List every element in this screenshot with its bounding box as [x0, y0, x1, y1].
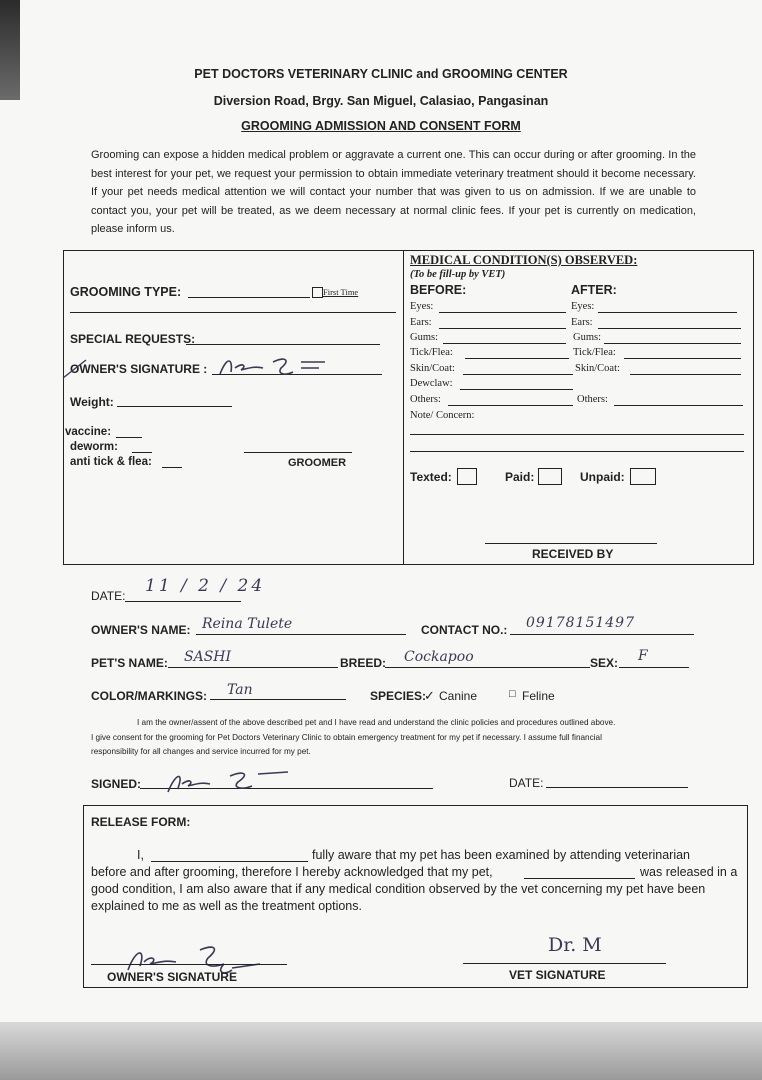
after-tick: Tick/Flea:: [573, 347, 616, 358]
canine-checkbox[interactable]: ✓: [424, 688, 435, 703]
date-value: 11 / 2 / 24: [145, 576, 266, 596]
release-text-2c: explained to me as well as the treatment options.: [91, 899, 362, 913]
owner-name-value: Reina Tulete: [202, 616, 293, 632]
feline-checkbox[interactable]: □: [509, 688, 516, 700]
after-eyes: Eyes:: [571, 301, 595, 312]
grooming-type-field[interactable]: [188, 297, 310, 298]
after-ears-field[interactable]: [598, 328, 741, 329]
before-eyes-field[interactable]: [439, 312, 566, 313]
consent-date-field[interactable]: [546, 787, 688, 788]
note-line-2[interactable]: [410, 451, 744, 452]
color-label: COLOR/MARKINGS:: [91, 689, 207, 703]
owner-name-field[interactable]: [196, 634, 406, 635]
anti-tick-label: anti tick & flea:: [70, 456, 152, 468]
owner-signature-label: OWNER'S SIGNATURE :: [70, 362, 208, 376]
tick-mark: [60, 356, 90, 382]
medical-title: MEDICAL CONDITION(S) OBSERVED:: [410, 253, 638, 267]
received-by-field[interactable]: [485, 543, 657, 544]
page-fold-shadow: [0, 1022, 762, 1080]
vet-signature-value: Dr. M: [548, 934, 602, 956]
sex-value: F: [638, 648, 648, 664]
before-tick-field[interactable]: [465, 358, 569, 359]
color-field[interactable]: [210, 699, 346, 700]
after-skin: Skin/Coat:: [575, 363, 620, 374]
consent-line-3: responsibility for all changes and service incurred for my pet.: [91, 747, 311, 756]
breed-value: Cockapoo: [404, 649, 474, 665]
before-label: BEFORE:: [410, 283, 467, 297]
release-pet-field[interactable]: [524, 878, 635, 879]
weight-field[interactable]: [117, 406, 232, 407]
clinic-name: PET DOCTORS VETERINARY CLINIC and GROOMING CENTER: [194, 67, 568, 81]
after-others-field[interactable]: [614, 405, 743, 406]
release-owner-signature-field[interactable]: [91, 964, 287, 965]
breed-label: BREED:: [340, 656, 387, 670]
before-ears-field[interactable]: [439, 328, 566, 329]
after-gums: Gums:: [573, 332, 602, 343]
signed-label: SIGNED:: [91, 777, 142, 791]
release-i: I,: [137, 848, 144, 862]
intro-paragraph: Grooming can expose a hidden medical problem or aggravate a current one. This can occur during or after grooming. In the best interest for your pet, we request your permission to obtain immediate veterinary treatment should it become necessary. If your pet needs medical attention we will contact your number that was given to us on admission. If we are unable to contact you, your pet will be treated, as we deem necessary at normal clinic fees. If your pet is currently on medication, please inform us.: [91, 149, 696, 235]
release-text-2a: was released in a: [640, 865, 738, 879]
release-name-field[interactable]: [151, 861, 308, 862]
pet-name-field[interactable]: [168, 667, 338, 668]
first-time-checkbox[interactable]: [312, 287, 323, 298]
groomer-label: GROOMER: [288, 457, 347, 469]
consent-signature-scribble: [160, 766, 295, 798]
unpaid-label: Unpaid:: [580, 470, 625, 484]
pet-name-label: PET'S NAME:: [91, 656, 168, 670]
before-others-field[interactable]: [448, 405, 573, 406]
after-label: AFTER:: [571, 283, 617, 297]
canine-label: Canine: [439, 689, 478, 703]
pet-name-value: SASHI: [184, 649, 232, 665]
before-skin-field[interactable]: [463, 374, 573, 375]
before-eyes: Eyes:: [410, 301, 434, 312]
date-label: DATE:: [91, 589, 126, 603]
before-ears: Ears:: [410, 317, 432, 328]
texted-checkbox[interactable]: [457, 468, 477, 485]
groomer-field[interactable]: [244, 452, 352, 453]
release-text-2b: good condition, I am also aware that if any medical condition observed by the vet concerning my pet have been: [91, 882, 706, 896]
after-eyes-field[interactable]: [598, 312, 737, 313]
consent-line-1: I am the owner/assent of the above described pet and I have read and understand the clinic policies and procedures outlined above.: [137, 718, 616, 727]
medical-subtitle: (To be fill-up by VET): [410, 269, 506, 280]
release-title: RELEASE FORM:: [91, 815, 191, 829]
before-tick: Tick/Flea:: [410, 347, 453, 358]
contact-value: 09178151497: [526, 615, 635, 631]
grooming-type-label: GROOMING TYPE:: [70, 285, 182, 299]
after-skin-field[interactable]: [630, 374, 741, 375]
before-skin: Skin/Coat:: [410, 363, 455, 374]
before-dewclaw-field[interactable]: [460, 389, 573, 390]
received-by-label: RECEIVED BY: [532, 547, 614, 561]
deworm-label: deworm:: [70, 441, 118, 453]
note-concern-label: Note/ Concern:: [410, 410, 475, 421]
species-label: SPECIES:: [370, 689, 427, 703]
vaccine-label: vaccine:: [65, 426, 112, 438]
grooming-type-extra-line[interactable]: [70, 312, 396, 313]
clinic-address: Diversion Road, Brgy. San Miguel, Calasiao, Pangasinan: [213, 94, 549, 108]
owner-signature-scribble: [215, 352, 335, 384]
paid-label: Paid:: [505, 470, 535, 484]
paid-checkbox[interactable]: [538, 468, 562, 485]
sex-field[interactable]: [619, 667, 689, 668]
after-ears: Ears:: [571, 317, 593, 328]
contact-label: CONTACT NO.:: [421, 623, 508, 637]
scan-shadow: [0, 0, 20, 100]
special-requests-label: SPECIAL REQUESTS:: [70, 332, 196, 346]
special-requests-field[interactable]: [186, 344, 380, 345]
before-dewclaw: Dewclaw:: [410, 378, 453, 389]
contact-field[interactable]: [510, 634, 694, 635]
first-time-label: First Time: [323, 287, 359, 297]
form-title: GROOMING ADMISSION AND CONSENT FORM: [241, 119, 521, 133]
vaccine-field[interactable]: [116, 437, 142, 438]
before-others: Others:: [410, 394, 441, 405]
anti-tick-field[interactable]: [162, 467, 182, 468]
deworm-field[interactable]: [132, 452, 152, 453]
sex-label: SEX:: [590, 656, 619, 670]
vet-signature-field[interactable]: [463, 963, 666, 964]
release-owner-signature-label: OWNER'S SIGNATURE: [107, 970, 237, 984]
before-gums: Gums:: [410, 332, 439, 343]
date-field[interactable]: [125, 601, 241, 602]
owner-name-label: OWNER'S NAME:: [91, 623, 191, 637]
after-others: Others:: [577, 394, 608, 405]
breed-field[interactable]: [385, 667, 590, 668]
feline-label: Feline: [522, 689, 555, 703]
consent-date-label: DATE:: [509, 776, 544, 790]
after-gums-field[interactable]: [604, 343, 741, 344]
vet-signature-label: VET SIGNATURE: [509, 968, 606, 982]
before-gums-field[interactable]: [443, 343, 566, 344]
texted-label: Texted:: [410, 470, 452, 484]
release-text-1a: fully aware that my pet has been examined by attending veterinarian: [312, 848, 691, 862]
release-text-1b: before and after grooming, therefore I hereby acknowledged that my pet,: [91, 865, 493, 879]
unpaid-checkbox[interactable]: [630, 468, 656, 485]
consent-line-2: I give consent for the grooming for Pet Doctors Veterinary Clinic to obtain emergency treatment for my pet if necessary. I assume full financial: [91, 733, 602, 742]
after-tick-field[interactable]: [624, 358, 741, 359]
note-line-1[interactable]: [410, 434, 744, 435]
color-value: Tan: [227, 682, 253, 698]
box-divider: [403, 250, 404, 564]
weight-label: Weight:: [70, 395, 114, 409]
